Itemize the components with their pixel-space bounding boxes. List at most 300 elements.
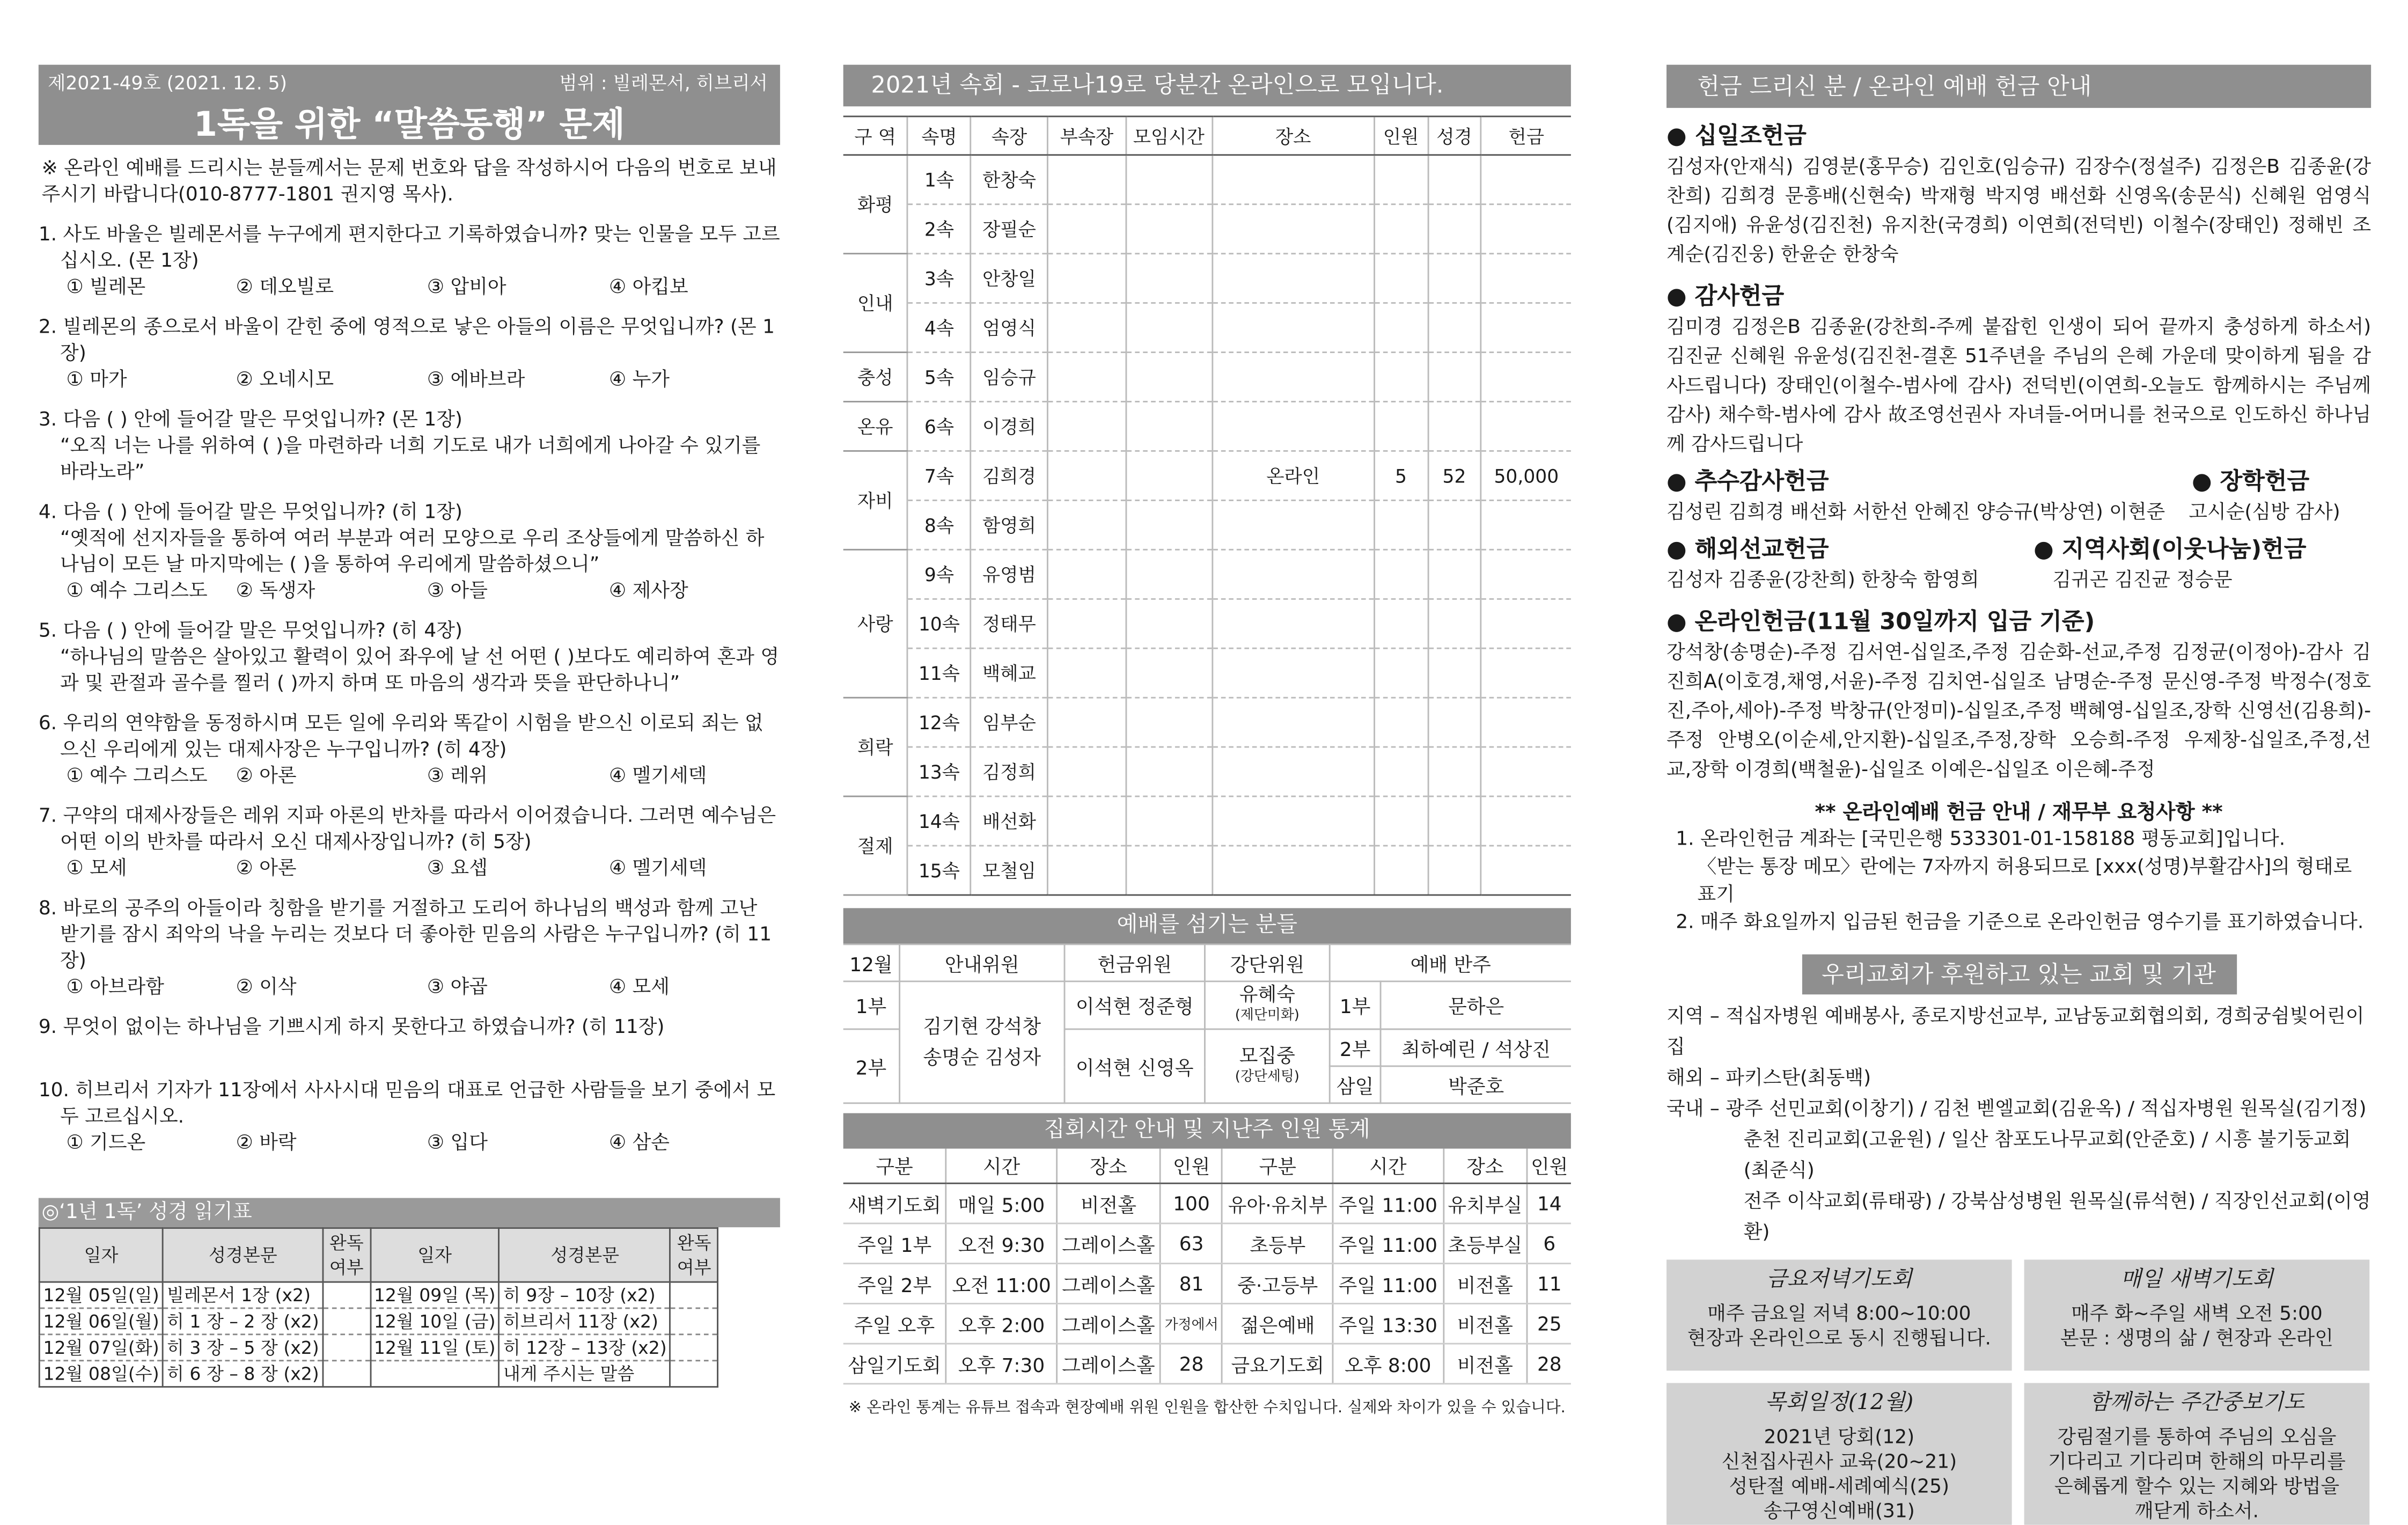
meeting-cell xyxy=(1126,698,1212,747)
meeting-cell xyxy=(1374,549,1427,599)
option: ③ 압비아 xyxy=(427,274,506,298)
stats-header: 장소 xyxy=(1056,1149,1161,1184)
reading-header: 일자 xyxy=(370,1228,500,1282)
box-line: 은혜롭게 할수 있는 지혜와 방법을 xyxy=(2054,1473,2340,1497)
option: ① 예수 그리스도 xyxy=(66,578,208,602)
reading-cell xyxy=(671,1282,718,1308)
meeting-cell xyxy=(1126,648,1212,698)
stats-cell: 100 xyxy=(1161,1183,1222,1223)
stats-header: 인원 xyxy=(1527,1149,1571,1184)
stats-cell: 가정에서 xyxy=(1161,1303,1222,1344)
stats-row xyxy=(843,1183,1571,1223)
meeting-cell xyxy=(1374,599,1427,648)
harvest-scholar-names xyxy=(1666,496,2371,526)
meeting-row xyxy=(843,846,1571,895)
question-5 xyxy=(39,617,780,695)
meeting-cell xyxy=(1126,796,1212,846)
stats-header: 장소 xyxy=(1443,1149,1527,1184)
reading-row xyxy=(39,1335,717,1361)
stats-cell: 삼일기도회 xyxy=(843,1344,946,1384)
meeting-cell xyxy=(1374,747,1427,796)
question-text: 3. 다음 ( ) 안에 들어갈 말은 무엇입니까? (몬 1장) xyxy=(38,407,462,430)
option: ④ 제사장 xyxy=(608,578,688,602)
support-overseas: 해외 – 파키스탄(최동백) xyxy=(1666,1065,1871,1089)
reading-cell: 12월 11일 (토) xyxy=(370,1335,500,1361)
intercession-title: 함께하는 주간중보기도 xyxy=(2089,1390,2305,1416)
option: ③ 레위 xyxy=(427,763,488,787)
meeting-cell xyxy=(1481,698,1571,747)
stats-cell: 81 xyxy=(1161,1264,1222,1304)
meeting-row xyxy=(843,204,1571,254)
meeting-cell xyxy=(1048,500,1125,549)
meeting-cell: 1속 xyxy=(908,155,971,204)
stats-cell: 그레이스홀 xyxy=(1056,1223,1161,1264)
meeting-cell: 10속 xyxy=(908,599,971,648)
meeting-cell: 3속 xyxy=(908,254,971,303)
meeting-cell xyxy=(1374,500,1427,549)
reading-header: 완독여부 xyxy=(671,1228,718,1282)
acc-2-label: 2부 xyxy=(1330,1029,1381,1066)
meeting-cell: 50,000 xyxy=(1481,451,1571,500)
mission-community-names xyxy=(1666,564,2371,594)
reading-cell xyxy=(323,1308,370,1335)
meeting-cell xyxy=(1428,796,1481,846)
quiz-intro: ※ 온라인 예배를 드리시는 분들께서는 문제 번호와 답을 작성하시어 다음의 번호로 보내주시기 바랍니다(010-8777-1801 권지영 목사). xyxy=(41,156,777,206)
reading-cell xyxy=(370,1361,500,1387)
option: ④ 멜기세덱 xyxy=(608,855,707,879)
option: ① 모세 xyxy=(66,855,127,879)
meeting-cell xyxy=(1048,796,1125,846)
meeting-cell: 4속 xyxy=(908,303,971,353)
servers-row-2: 2부 xyxy=(843,1029,900,1103)
stats-cell: 주일 2부 xyxy=(843,1264,946,1304)
reading-cell xyxy=(323,1361,370,1387)
stats-cell: 주일 11:00 xyxy=(1333,1264,1443,1304)
question-6 xyxy=(39,709,780,788)
option: ① 아브라함 xyxy=(66,974,164,998)
notice-2: 2. 매주 화요일까지 입금된 헌금을 기준으로 온라인헌금 영수기를 표기하였습니다. xyxy=(1676,910,2364,933)
meeting-cell xyxy=(1374,648,1427,698)
mission-community-headings xyxy=(1666,532,2371,564)
servers-guide-header: 안내위원 xyxy=(900,944,1064,981)
scholar-heading: ● 장학헌금 xyxy=(2192,467,2310,495)
reading-cell xyxy=(323,1335,370,1361)
option: ③ 아들 xyxy=(427,578,488,602)
meeting-row xyxy=(843,401,1571,451)
meeting-cell xyxy=(1428,254,1481,303)
option: ③ 입다 xyxy=(427,1130,488,1154)
meeting-cell: 12속 xyxy=(908,698,971,747)
notice-1: 1. 온라인헌금 계좌는 [국민은행 533301-01-158188 평동교회]입니다. xyxy=(1676,826,2286,850)
meeting-header: 모임시간 xyxy=(1126,116,1212,155)
quiz-range: 범위 : 빌레몬서, 히브리서 xyxy=(559,72,768,94)
meeting-cell xyxy=(1048,648,1125,698)
meeting-cell: 임부순 xyxy=(971,698,1048,747)
meeting-cell xyxy=(1374,155,1427,204)
acc-3-name: 박준호 xyxy=(1381,1066,1571,1103)
reading-cell: 히 1 장 – 2 장 (x2) xyxy=(163,1308,323,1335)
quiz-title: 1독을 위한 “말씀동행” 문제 xyxy=(193,106,625,145)
reading-cell: 히 3 장 – 5 장 (x2) xyxy=(163,1335,323,1361)
meeting-cell xyxy=(1374,303,1427,353)
reading-cell xyxy=(323,1282,370,1308)
scholar-names: 고시순(심방 감사) xyxy=(2189,499,2340,523)
reading-header: 완독여부 xyxy=(323,1228,370,1282)
stats-row xyxy=(843,1344,1571,1384)
servers-guides xyxy=(900,981,1064,1103)
stats-cell: 28 xyxy=(1161,1344,1222,1384)
meeting-cell xyxy=(1126,254,1212,303)
servers-row-1: 1부 xyxy=(843,981,900,1029)
meeting-cell: 배선화 xyxy=(971,796,1048,846)
reading-cell: 12월 07일(화) xyxy=(39,1335,163,1361)
stats-cell: 주일 11:00 xyxy=(1333,1223,1443,1264)
meeting-cell xyxy=(1481,796,1571,846)
stats-cell: 오전 11:00 xyxy=(946,1264,1056,1304)
meeting-cell xyxy=(1212,747,1374,796)
meeting-row xyxy=(843,648,1571,698)
question-options xyxy=(39,761,780,788)
meeting-table xyxy=(843,115,1571,896)
box-line: 현장과 온라인으로 동시 진행됩니다. xyxy=(1687,1326,1991,1350)
meeting-title: 2021년 속회 - 코로나19로 당분간 온라인으로 모입니다. xyxy=(843,65,1571,107)
meeting-cell xyxy=(1428,846,1481,895)
meeting-cell: 15속 xyxy=(908,846,971,895)
question-text: 8. 바로의 공주의 아들이라 칭함을 받기를 거절하고 도리어 하나님의 백성과 함께 고난 받기를 잠시 죄악의 낙을 누리는 것보다 더 좋아한 믿음의 사람은 누구입니까? (히 11장) xyxy=(38,896,772,972)
reading-row xyxy=(39,1282,717,1308)
servers-offer-header: 헌금위원 xyxy=(1064,944,1205,981)
meeting-cell xyxy=(1481,254,1571,303)
reading-cell: 12월 09일 (목) xyxy=(370,1282,500,1308)
box-line: 매주 화~주일 새벽 오전 5:00 xyxy=(2071,1301,2323,1325)
meeting-row xyxy=(843,451,1571,500)
question-10 xyxy=(39,1076,780,1155)
offering-column xyxy=(1666,0,2371,1525)
meeting-header: 인원 xyxy=(1374,116,1427,155)
reading-cell: 내게 주시는 말씀 xyxy=(500,1361,671,1387)
offering-title: 헌금 드리신 분 / 온라인 예배 헌금 안내 xyxy=(1666,65,2371,108)
meeting-row xyxy=(843,500,1571,549)
meeting-cell xyxy=(1481,155,1571,204)
meeting-cell xyxy=(1126,549,1212,599)
support-list xyxy=(1666,1001,2371,1248)
dawn-prayer-box xyxy=(2024,1259,2370,1370)
meeting-area: 절제 xyxy=(843,796,908,895)
meeting-header: 부속장 xyxy=(1048,116,1125,155)
option: ② 아론 xyxy=(236,855,297,879)
box-line: 본문 : 생명의 삶 / 현장과 온라인 xyxy=(2060,1326,2333,1350)
stats-header: 시간 xyxy=(1333,1149,1443,1184)
servers-offer-2: 이석현 신영옥 xyxy=(1064,1029,1205,1103)
meeting-cell xyxy=(1212,303,1374,353)
meeting-cell xyxy=(1428,303,1481,353)
meeting-column xyxy=(843,0,1571,1417)
issue-number: 제2021-49호 (2021. 12. 5) xyxy=(48,72,288,94)
mission-names: 김성자 김종윤(강찬희) 한창숙 함영희 xyxy=(1666,567,1979,591)
question-text: 4. 다음 ( ) 안에 들어갈 말은 무엇입니까? (히 1장) xyxy=(38,499,462,523)
meeting-cell: 안창일 xyxy=(971,254,1048,303)
meeting-cell xyxy=(1048,353,1125,402)
meeting-cell xyxy=(1428,401,1481,451)
question-quote: “하나님의 말씀은 살아있고 활력이 있어 좌우에 날 선 어떤 ( )보다도 예리하여 혼과 영과 및 관절과 골수를 찔러 ( )까지 하며 또 마음의 생각과 뜻을 판단하나니” xyxy=(60,644,780,694)
stats-header: 시간 xyxy=(946,1149,1056,1184)
meeting-cell: 5속 xyxy=(908,353,971,402)
question-text: 7. 구약의 대제사장들은 레위 지파 아론의 반차를 따라서 이어졌습니다. 그러면 예수님은 어떤 이의 반차를 따라서 오신 대제사장입니까? (히 5장) xyxy=(38,803,776,853)
stats-cell: 오후 8:00 xyxy=(1333,1344,1443,1384)
meeting-cell: 5 xyxy=(1374,451,1427,500)
option: ② 아론 xyxy=(236,763,297,787)
meeting-header: 속장 xyxy=(971,116,1048,155)
pulpit-2-role: (강단세팅) xyxy=(1235,1069,1300,1085)
meeting-cell xyxy=(1212,204,1374,254)
meeting-cell xyxy=(1126,451,1212,500)
question-text: 2. 빌레몬의 종으로서 바울이 갇힌 중에 영적으로 낳은 아들의 이름은 무엇입니까? (몬 1장) xyxy=(38,314,775,364)
meeting-cell xyxy=(1212,500,1374,549)
meeting-row xyxy=(843,698,1571,747)
quiz-header xyxy=(39,65,780,145)
meeting-cell xyxy=(1212,846,1374,895)
stats-cell: 그레이스홀 xyxy=(1056,1264,1161,1304)
meeting-row xyxy=(843,353,1571,402)
notice-1-detail: 〈받는 통장 메모〉란에는 7자까지 허용되므로 [xxx(성명)부활감사]의 형태로 표기 xyxy=(1697,854,2352,905)
meeting-cell xyxy=(1481,353,1571,402)
meeting-cell xyxy=(1126,500,1212,549)
reading-cell: 12월 06일(월) xyxy=(39,1308,163,1335)
meeting-cell: 이경희 xyxy=(971,401,1048,451)
meeting-cell xyxy=(1048,401,1125,451)
meeting-cell xyxy=(1126,747,1212,796)
meeting-cell xyxy=(1481,648,1571,698)
meeting-cell: 유영범 xyxy=(971,549,1048,599)
community-heading: ● 지역사회(이웃나눔)헌금 xyxy=(2033,535,2307,563)
option: ② 독생자 xyxy=(236,578,315,602)
pulpit-1-name: 유혜숙 xyxy=(1239,982,1295,1006)
reading-plan-table xyxy=(39,1227,718,1388)
meeting-cell xyxy=(1428,747,1481,796)
question-text: 1. 사도 바울은 빌레몬서를 누구에게 편지한다고 기록하였습니까? 맞는 인물을 모두 고르십시오. (몬 1장) xyxy=(38,222,780,272)
stats-cell: 28 xyxy=(1527,1344,1571,1384)
meeting-cell: 14속 xyxy=(908,796,971,846)
stats-cell: 오후 2:00 xyxy=(946,1303,1056,1344)
meeting-cell xyxy=(1374,698,1427,747)
meeting-cell xyxy=(1481,599,1571,648)
meeting-cell xyxy=(1212,401,1374,451)
reading-cell: 히 6 장 – 8 장 (x2) xyxy=(163,1361,323,1387)
support-local: 지역 – 적십자병원 예배봉사, 종로지방선교부, 교남동교회협의회, 경희궁쉼빛어린이집 xyxy=(1666,1003,2365,1058)
meeting-cell xyxy=(1048,846,1125,895)
reading-row xyxy=(39,1308,717,1335)
meeting-cell: 52 xyxy=(1428,451,1481,500)
stats-cell: 새벽기도회 xyxy=(843,1183,946,1223)
support-domestic-3: 전주 이삭교회(류태광) / 강북삼성병원 원목실(류석현) / 직장인선교회(이영환) xyxy=(1743,1189,2371,1243)
reading-cell xyxy=(671,1308,718,1335)
stats-cell: 비전홀 xyxy=(1443,1344,1527,1384)
meeting-cell xyxy=(1428,698,1481,747)
meeting-cell xyxy=(1481,846,1571,895)
meeting-cell xyxy=(1126,155,1212,204)
meeting-area: 화평 xyxy=(843,155,908,254)
box-line: 성탄절 예배-세례예식(25) xyxy=(1729,1473,1950,1497)
question-text: 6. 우리의 연약함을 동정하시며 모든 일에 우리와 똑같이 시험을 받으신 이로되 죄는 없으신 우리에게 있는 대제사장은 누구입니까? (히 4장) xyxy=(38,710,763,760)
option: ② 이삭 xyxy=(236,974,297,998)
meeting-header: 구 역 xyxy=(843,116,908,155)
tithe-heading: ● 십일조헌금 xyxy=(1666,121,1807,150)
meeting-cell xyxy=(1374,846,1427,895)
meeting-cell xyxy=(1212,353,1374,402)
option: ② 오네시모 xyxy=(236,366,334,390)
meeting-cell xyxy=(1212,796,1374,846)
meeting-cell xyxy=(1428,599,1481,648)
meeting-area: 자비 xyxy=(843,451,908,549)
meeting-cell: 8속 xyxy=(908,500,971,549)
meeting-cell: 모철임 xyxy=(971,846,1048,895)
question-options xyxy=(39,365,780,392)
option: ① 빌레몬 xyxy=(66,274,146,298)
mission-heading: ● 해외선교헌금 xyxy=(1666,535,1829,563)
meeting-cell xyxy=(1374,254,1427,303)
servers-pulpit-1 xyxy=(1205,981,1330,1029)
servers-month: 12월 xyxy=(843,944,900,981)
meeting-cell xyxy=(1481,549,1571,599)
option: ② 바락 xyxy=(236,1130,297,1154)
reading-cell: 히브리서 11장 (x2) xyxy=(500,1308,671,1335)
pulpit-2-name: 모집중 xyxy=(1239,1043,1295,1066)
stats-cell: 매일 5:00 xyxy=(946,1183,1056,1223)
meeting-cell xyxy=(1048,451,1125,500)
box-line: 2021년 당회(12) xyxy=(1764,1424,1915,1448)
meeting-cell xyxy=(1428,204,1481,254)
question-2 xyxy=(39,313,780,392)
meeting-cell: 김희경 xyxy=(971,451,1048,500)
option: ① 기드온 xyxy=(66,1130,146,1154)
question-text: 10. 히브리서 기자가 11장에서 사사시대 믿음의 대표로 언급한 사람들을 보기 중에서 모두 고르십시오. xyxy=(38,1077,776,1127)
stats-table xyxy=(843,1149,1571,1385)
meeting-cell xyxy=(1048,599,1125,648)
question-options xyxy=(39,854,780,881)
meeting-cell xyxy=(1126,353,1212,402)
meeting-cell xyxy=(1048,155,1125,204)
meeting-header: 장소 xyxy=(1212,116,1374,155)
thanks-names: 김미경 김정은B 김종윤(강찬희-주께 붙잡힌 인생이 되어 끝까지 충성하게 하소서) 김진균 신혜원 유윤성(김진천-결혼 51주년을 주님의 은혜 가운데 맞이하게 됨을 감사드립니다) 장태인(이철수-범사에 감사) 전덕빈(이연희-오늘도 함께하시는 주님께 감사) 채수학-범사에 감사 故조영선권사 자녀들-어머니를 천국으로 인도하신 하나님께 감사드립니다 xyxy=(1666,314,2372,455)
option: ① 마가 xyxy=(66,366,127,390)
meeting-cell: 13속 xyxy=(908,747,971,796)
option: ④ 아킵보 xyxy=(608,274,688,298)
meeting-cell xyxy=(1126,204,1212,254)
meeting-cell xyxy=(1212,698,1374,747)
option: ③ 야곱 xyxy=(427,974,488,998)
meeting-row xyxy=(843,599,1571,648)
option: ③ 에바브라 xyxy=(427,366,525,390)
reading-header: 성경본문 xyxy=(163,1228,323,1282)
meeting-row xyxy=(843,254,1571,303)
meeting-cell xyxy=(1481,747,1571,796)
option: ① 예수 그리스도 xyxy=(66,763,208,787)
stats-cell: 주일 13:30 xyxy=(1333,1303,1443,1344)
box-line: 기다리고 기다리며 한해의 마무리를 xyxy=(2048,1449,2346,1473)
servers-pulpit-header: 강단위원 xyxy=(1205,944,1330,981)
stats-cell: 초등부 xyxy=(1222,1223,1333,1264)
online-names: 강석창(송명순)-주정 김서연-십일조,주정 김순화-선교,주정 김정균(이정아)-감사 김진희A(이호경,채영,서윤)-주정 김치연-십일조 남명순-주정 문신영-주정 박정수(정호진,주아,세아)-주정 박창규(안정미)-십일조,주정 백혜영-십일조,장학 신영선(김용희)-주정 안병오(이순세,안지환)-십일조,주정,장학 오승희-주정 우제창-십일조,주정,선교,장학 이경희(백철윤)-십일조 이예은-십일조 이은혜-주정 xyxy=(1666,640,2372,780)
servers-pulpit-2 xyxy=(1205,1029,1330,1103)
meeting-cell xyxy=(1481,500,1571,549)
tithe-names: 김성자(안재식) 김영분(홍무승) 김인호(임승규) 김장수(정설주) 김정은B 김종윤(강찬희) 김희경 문흥배(신현숙) 박재형 박지영 배선화 신영옥(송문식) 신혜원 엄영식(김지애) 유윤성(김진천) 유지찬(국경희) 이연희(전덕빈) 이철수(장태인) 정해빈 조계순(김진웅) 한윤순 한창숙 xyxy=(1666,154,2372,266)
meeting-cell xyxy=(1126,846,1212,895)
meeting-cell xyxy=(1428,648,1481,698)
meeting-cell xyxy=(1212,155,1374,204)
meeting-cell xyxy=(1048,254,1125,303)
question-8 xyxy=(39,895,780,999)
meeting-area: 인내 xyxy=(843,254,908,353)
stats-cell: 젊은예배 xyxy=(1222,1303,1333,1344)
community-names: 김귀곤 김진균 정승문 xyxy=(2052,567,2233,591)
meeting-row xyxy=(843,155,1571,204)
meeting-cell: 장필순 xyxy=(971,204,1048,254)
stats-cell: 14 xyxy=(1527,1183,1571,1223)
option: ④ 모세 xyxy=(608,974,670,998)
servers-guide-2: 송명순 김성자 xyxy=(923,1045,1041,1069)
question-options xyxy=(39,1128,780,1155)
meeting-area: 사랑 xyxy=(843,549,908,698)
meeting-cell: 2속 xyxy=(908,204,971,254)
online-heading: ● 온라인헌금(11월 30일까지 입금 기준) xyxy=(1666,607,2095,635)
box-line: 신천집사권사 교육(20~21) xyxy=(1721,1449,1957,1473)
option: ④ 삼손 xyxy=(608,1130,670,1154)
meeting-cell xyxy=(1481,303,1571,353)
stats-cell: 오후 7:30 xyxy=(946,1344,1056,1384)
meeting-cell xyxy=(1126,599,1212,648)
stats-title: 집회시간 안내 및 지난주 인원 통계 xyxy=(843,1113,1571,1149)
question-text: 9. 무엇이 없이는 하나님을 기쁘시게 하지 못한다고 하였습니까? (히 11장) xyxy=(38,1014,665,1038)
reading-cell: 12월 10일 (금) xyxy=(370,1308,500,1335)
box-line: 깨닫게 하소서. xyxy=(2134,1498,2259,1522)
option: ④ 누가 xyxy=(608,366,670,390)
stats-cell: 오전 9:30 xyxy=(946,1223,1056,1264)
meeting-area: 온유 xyxy=(843,401,908,451)
stats-cell: 63 xyxy=(1161,1223,1222,1264)
meeting-cell xyxy=(1048,549,1125,599)
meeting-cell xyxy=(1374,796,1427,846)
meeting-row xyxy=(843,303,1571,353)
servers-offer-1: 이석현 정준형 xyxy=(1064,981,1205,1029)
stats-row xyxy=(843,1264,1571,1304)
meeting-cell xyxy=(1212,254,1374,303)
support-domestic: 국내 – 광주 선민교회(이창기) / 김천 벧엘교회(김윤옥) / 적십자병원 원목실(김기정) xyxy=(1666,1096,2367,1120)
friday-prayer-title: 금요저녁기도회 xyxy=(1766,1267,1912,1292)
meeting-row xyxy=(843,549,1571,599)
stats-cell: 유아·유치부 xyxy=(1222,1183,1333,1223)
question-text: 5. 다음 ( ) 안에 들어갈 말은 무엇입니까? (히 4장) xyxy=(38,618,462,642)
harvest-scholar-headings xyxy=(1666,464,2371,496)
meeting-header: 헌금 xyxy=(1481,116,1571,155)
acc-1-label: 1부 xyxy=(1330,981,1381,1029)
meeting-cell xyxy=(1374,401,1427,451)
stats-cell: 초등부실 xyxy=(1443,1223,1527,1264)
stats-header: 구분 xyxy=(1222,1149,1333,1184)
stats-row xyxy=(843,1303,1571,1344)
stats-note: ※ 온라인 통계는 유튜브 접속과 현장예배 위원 인원을 합산한 수치입니다. 실제와 차이가 있을 수 있습니다. xyxy=(848,1399,1566,1417)
reading-cell: 빌레몬서 1장 (x2) xyxy=(163,1282,323,1308)
stats-header: 인원 xyxy=(1161,1149,1222,1184)
meeting-row xyxy=(843,747,1571,796)
meeting-cell: 백혜교 xyxy=(971,648,1048,698)
question-options xyxy=(39,973,780,999)
question-7 xyxy=(39,802,780,881)
stats-cell: 그레이스홀 xyxy=(1056,1303,1161,1344)
reading-cell: 히 12장 – 13장 (x2) xyxy=(500,1335,671,1361)
meeting-cell xyxy=(1481,204,1571,254)
notice-list xyxy=(1666,825,2371,936)
stats-cell: 중·고등부 xyxy=(1222,1264,1333,1304)
